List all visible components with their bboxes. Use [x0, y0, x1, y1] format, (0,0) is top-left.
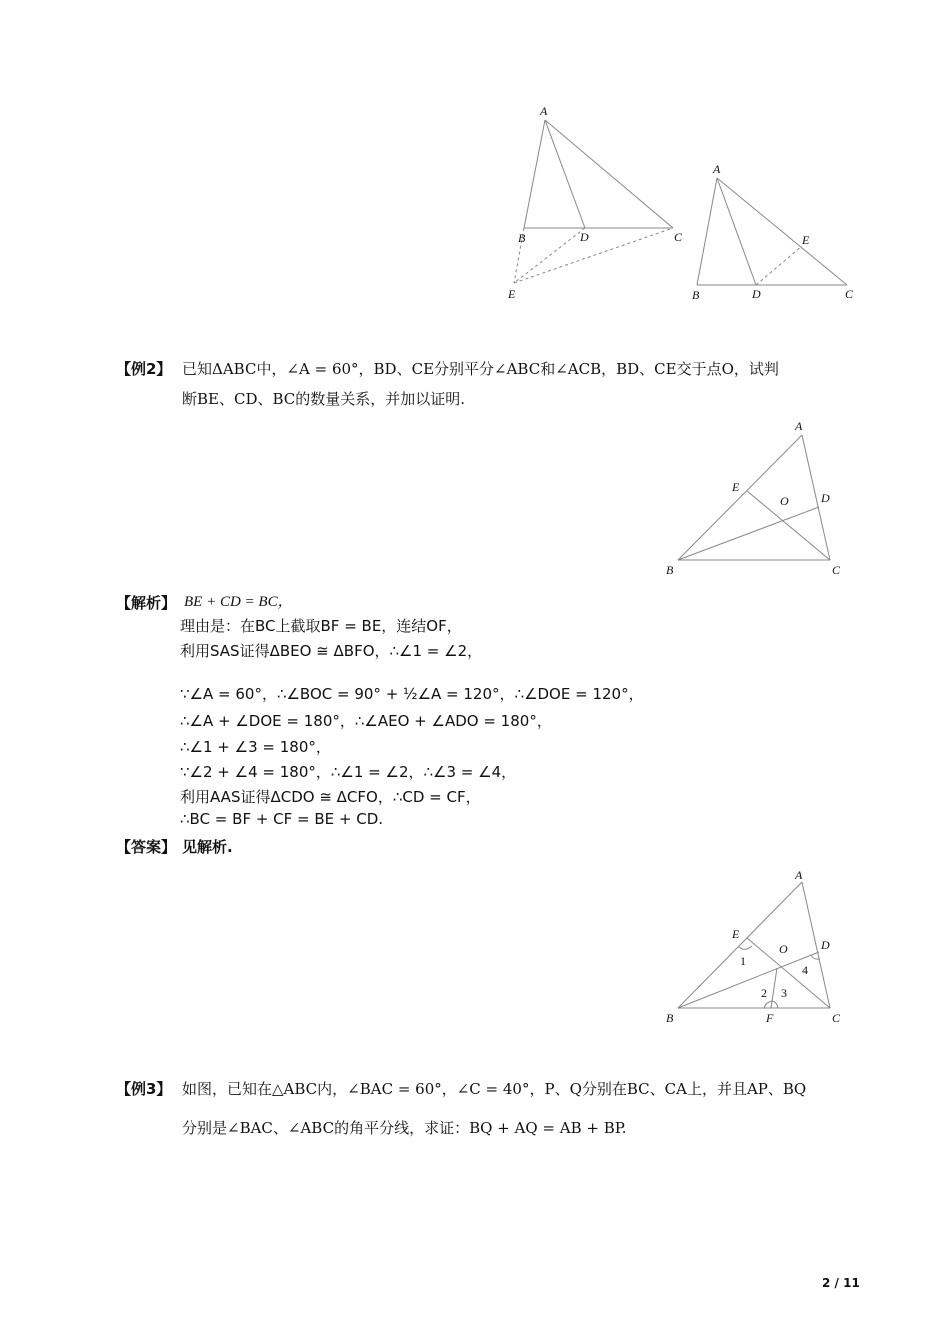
label-C: C [674, 230, 683, 244]
label-A: A [713, 162, 721, 176]
angle-label-2: 2 [761, 986, 767, 1000]
example-3-tag: 【例3】 [116, 1080, 172, 1098]
solution-step-8: ∴BC = BF + CF = BE + CD. [180, 810, 384, 828]
label-F: F [766, 1011, 774, 1025]
angle-label-3: 3 [781, 986, 787, 1000]
example-2-line-1: 已知ΔABC中，∠A = 60°，BD、CE分别平分∠ABC和∠ACB，BD、CE交于点O，试判 [182, 360, 779, 378]
solution-step-2: 利用SAS证得ΔBEO ≅ ΔBFO，∴∠1 = ∠2， [180, 642, 483, 660]
angle-label-1: 1 [740, 954, 746, 968]
solution-step-1: 理由是：在BC上截取BF = BE，连结OF， [180, 617, 462, 635]
answer-tag: 【答案】 [116, 838, 177, 856]
label-O: O [779, 942, 788, 956]
label-D: D [821, 491, 830, 505]
label-B: B [666, 563, 674, 577]
label-E: E [802, 233, 810, 247]
solution-conclusion: BE + CD = BC， [184, 594, 293, 610]
figure-triangles-top [500, 100, 870, 310]
label-B: B [666, 1011, 674, 1025]
angle-label-4: 4 [802, 963, 808, 977]
answer-text: 见解析. [182, 838, 233, 856]
example-3-line-2: 分别是∠BAC、∠ABC的角平分线，求证：BQ + AQ = AB + BP. [182, 1119, 627, 1137]
label-A: A [795, 868, 803, 882]
label-C: C [845, 287, 854, 301]
solution-step-7: 利用AAS证得ΔCDO ≅ ΔCFO，∴CD = CF， [180, 788, 481, 806]
label-C: C [832, 563, 841, 577]
label-B: B [692, 288, 700, 302]
label-D: D [752, 287, 761, 301]
solution-step-4: ∴∠A + ∠DOE = 180°，∴∠AEO + ∠ADO = 180°， [180, 712, 552, 730]
label-C: C [832, 1011, 841, 1025]
label-B: B [518, 231, 526, 245]
example-2-line-2: 断BE、CD、BC的数量关系，并加以证明. [182, 390, 466, 408]
label-E: E [732, 927, 740, 941]
solution-tag: 【解析】 [116, 594, 177, 612]
label-O: O [780, 494, 789, 508]
figure-solution [660, 864, 860, 1034]
label-E: E [508, 287, 516, 301]
example-3-line-1: 如图，已知在△ABC内，∠BAC = 60°，∠C = 40°，P、Q分别在BC、CA上，并且AP、BQ [182, 1080, 807, 1098]
solution-step-5: ∴∠1 + ∠3 = 180°， [180, 738, 331, 756]
label-A: A [795, 419, 803, 433]
label-D: D [821, 938, 830, 952]
label-D: D [580, 230, 589, 244]
figure-example-2 [660, 415, 860, 585]
label-E: E [732, 480, 740, 494]
label-A: A [540, 104, 548, 118]
page-number: 2 / 11 [822, 1276, 860, 1290]
solution-step-3: ∵∠A = 60°，∴∠BOC = 90° + ½∠A = 120°，∴∠DOE = 120°， [180, 685, 644, 703]
solution-step-6: ∵∠2 + ∠4 = 180°，∴∠1 = ∠2，∴∠3 = ∠4， [180, 763, 517, 781]
example-2-tag: 【例2】 [116, 360, 172, 378]
